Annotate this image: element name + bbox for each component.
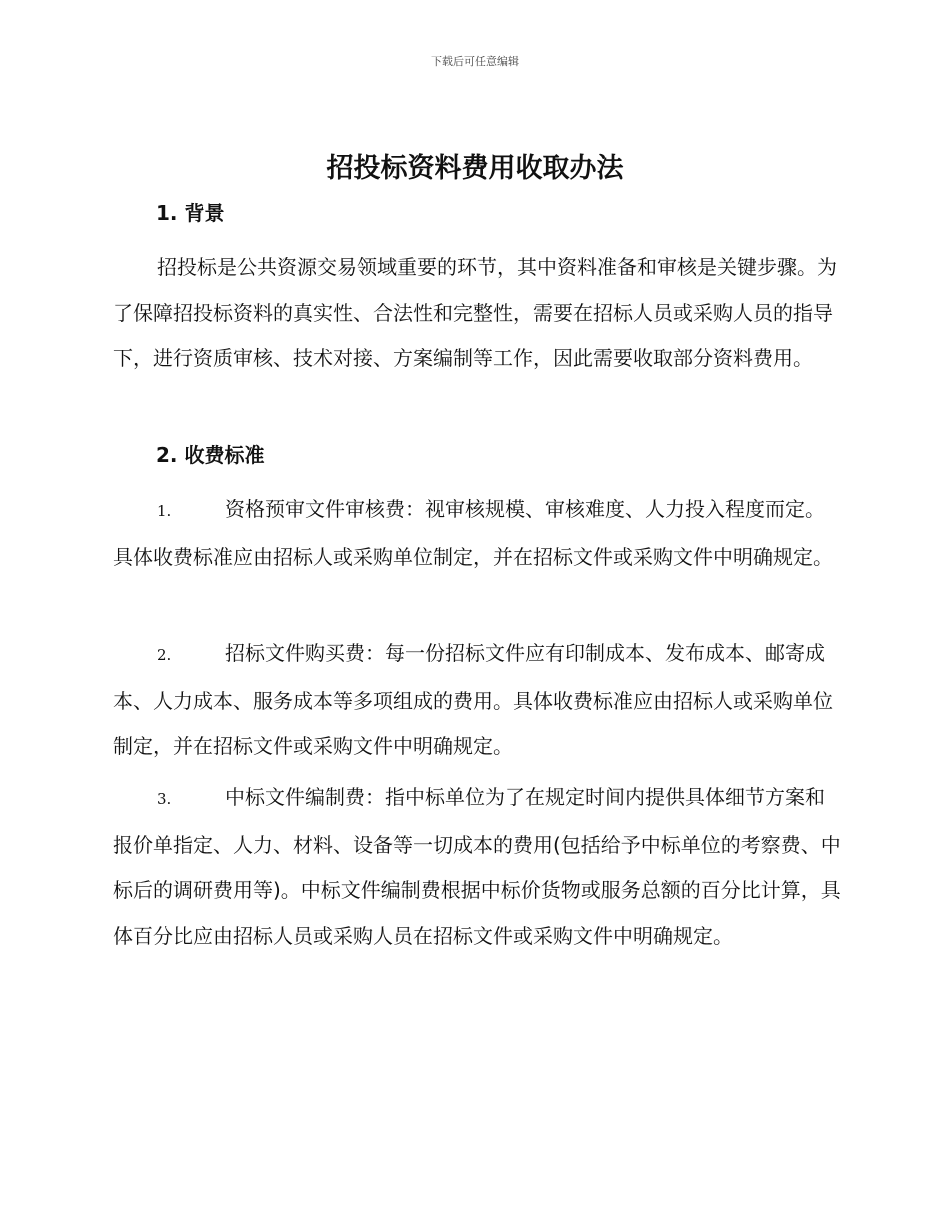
fee-item-text: 招标文件购买费：每一份招标文件应有印制成本、发布成本、邮寄成本、人力成本、服务成本等多项组成的费用。具体收费标准应由招标人或采购单位制定，并在招标文件或采购文件中明确规定。	[113, 641, 833, 758]
fee-item	[113, 775, 843, 959]
section-heading-fee-standard: 2. 收费标准	[156, 443, 265, 467]
background-paragraph: 招投标是公共资源交易领域重要的环节，其中资料准备和审核是关键步骤。为了保障招投标资料的真实性、合法性和完整性，需要在招标人员或采购人员的指导下，进行资质审核、技术对接、方案编制等工作，因此需要收取部分资料费用。	[113, 255, 837, 370]
fee-item-text: 中标文件编制费：指中标单位为了在规定时间内提供具体细节方案和报价单指定、人力、材料、设备等一切成本的费用(包括给予中标单位的考察费、中标后的调研费用等)。中标文件编制费根据中标价货物或服务总额的百分比计算，具体百分比应由招标人员或采购人员在招标文件或采购文件中明确规定。	[113, 785, 841, 948]
fee-item-number: 1.	[157, 502, 172, 520]
fee-item-number: 3.	[157, 790, 172, 808]
page-header-note: 下载后可任意编辑	[431, 55, 519, 68]
fee-item-text: 资格预审文件审核费：视审核规模、审核难度、人力投入程度而定。具体收费标准应由招标人或采购单位制定，并在招标文件或采购文件中明确规定。	[113, 497, 833, 569]
fee-item	[113, 487, 843, 580]
document-title: 招投标资料费用收取办法	[326, 153, 624, 184]
section-heading-background: 1. 背景	[156, 201, 225, 225]
fee-item	[113, 631, 843, 770]
fee-item-number: 2.	[157, 646, 172, 664]
